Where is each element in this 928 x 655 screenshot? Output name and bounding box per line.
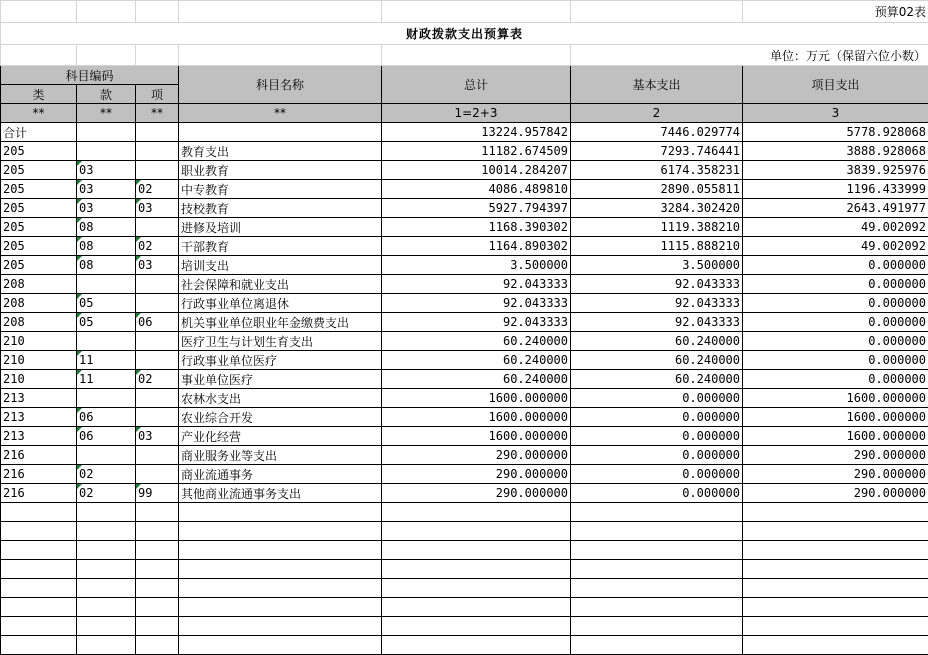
basic-cell[interactable]: 60.240000 xyxy=(571,370,743,389)
empty-cell[interactable] xyxy=(179,541,382,560)
empty-cell[interactable] xyxy=(136,579,179,598)
empty-cell[interactable] xyxy=(743,636,928,655)
total-cell[interactable]: 4086.489810 xyxy=(382,180,571,199)
total-cell[interactable]: 290.000000 xyxy=(382,484,571,503)
code-xiang-cell[interactable] xyxy=(136,446,179,465)
subject-name-cell[interactable] xyxy=(179,123,382,142)
empty-cell[interactable] xyxy=(571,636,743,655)
col2-cell[interactable]: 2 xyxy=(571,104,743,123)
header-row-1 xyxy=(1,66,928,85)
code-xiang-cell[interactable] xyxy=(136,218,179,237)
code-kuan-cell[interactable] xyxy=(77,142,136,161)
subject-name-cell[interactable]: 机关事业单位职业年金缴费支出 xyxy=(179,313,382,332)
total-cell[interactable]: 60.240000 xyxy=(382,370,571,389)
subject-name-cell[interactable]: 产业化经营 xyxy=(179,427,382,446)
table-row xyxy=(1,237,928,256)
empty-cell[interactable] xyxy=(136,636,179,655)
empty-cell[interactable] xyxy=(1,522,77,541)
empty-cell[interactable] xyxy=(382,579,571,598)
code-kuan-cell[interactable]: 02 xyxy=(77,465,136,484)
kuan-header[interactable]: 款 xyxy=(77,85,136,104)
code-lei-cell[interactable]: 210 xyxy=(1,351,77,370)
code-xiang-cell[interactable] xyxy=(136,389,179,408)
subject-name-cell[interactable]: 商业流通事务 xyxy=(179,465,382,484)
table-row xyxy=(1,427,928,446)
basic-cell[interactable]: 2890.055811 xyxy=(571,180,743,199)
project-cell[interactable]: 3888.928068 xyxy=(743,142,928,161)
code-kuan-cell[interactable]: 11 xyxy=(77,351,136,370)
code-xiang-cell[interactable] xyxy=(136,351,179,370)
header-row-3 xyxy=(1,104,928,123)
subject-name-cell[interactable]: 商业服务业等支出 xyxy=(179,446,382,465)
total-cell[interactable]: 1600.000000 xyxy=(382,408,571,427)
code-lei-cell[interactable]: 205 xyxy=(1,218,77,237)
code-kuan-cell[interactable] xyxy=(77,123,136,142)
code-xiang-cell[interactable]: 02 xyxy=(136,180,179,199)
total-cell[interactable]: 92.043333 xyxy=(382,275,571,294)
code-xiang-cell[interactable] xyxy=(136,408,179,427)
project-cell[interactable]: 0.000000 xyxy=(743,332,928,351)
basic-cell[interactable]: 3.500000 xyxy=(571,256,743,275)
code-xiang-cell[interactable]: 02 xyxy=(136,237,179,256)
empty-cell[interactable] xyxy=(571,541,743,560)
empty-cell[interactable] xyxy=(77,636,136,655)
basic-cell[interactable]: 3284.302420 xyxy=(571,199,743,218)
subject-name-cell[interactable]: 行政事业单位医疗 xyxy=(179,351,382,370)
subject-name-cell[interactable]: 进修及培训 xyxy=(179,218,382,237)
empty-cell[interactable] xyxy=(743,541,928,560)
basic-cell[interactable]: 0.000000 xyxy=(571,427,743,446)
basic-cell[interactable]: 1119.388210 xyxy=(571,218,743,237)
code-lei-cell[interactable]: 208 xyxy=(1,313,77,332)
code-lei-cell[interactable]: 205 xyxy=(1,161,77,180)
basic-header[interactable]: 基本支出 xyxy=(571,66,743,104)
empty-row xyxy=(1,560,928,579)
empty-cell[interactable] xyxy=(1,598,77,617)
project-header[interactable]: 项目支出 xyxy=(743,66,928,104)
project-cell[interactable]: 0.000000 xyxy=(743,275,928,294)
empty-cell[interactable] xyxy=(571,560,743,579)
code-lei-cell[interactable]: 210 xyxy=(1,332,77,351)
empty-cell[interactable] xyxy=(571,579,743,598)
code-kuan-cell[interactable] xyxy=(77,275,136,294)
empty-cell[interactable] xyxy=(1,541,77,560)
empty-cell[interactable] xyxy=(77,617,136,636)
code-lei-cell[interactable]: 205 xyxy=(1,199,77,218)
total-header[interactable]: 总计 xyxy=(382,66,571,104)
empty-row xyxy=(1,617,928,636)
code-lei-cell[interactable]: 205 xyxy=(1,237,77,256)
table-row xyxy=(1,313,928,332)
empty-row xyxy=(1,598,928,617)
title-row xyxy=(1,23,928,45)
empty-cell[interactable] xyxy=(382,636,571,655)
empty-cell[interactable] xyxy=(1,636,77,655)
project-cell[interactable]: 0.000000 xyxy=(743,370,928,389)
code-xiang-cell[interactable]: 02 xyxy=(136,370,179,389)
subject-name-cell[interactable]: 事业单位医疗 xyxy=(179,370,382,389)
total-cell[interactable]: 92.043333 xyxy=(382,294,571,313)
empty-cell[interactable] xyxy=(77,560,136,579)
unit-row xyxy=(1,45,928,66)
table-row xyxy=(1,370,928,389)
empty-cell[interactable] xyxy=(382,598,571,617)
empty-cell[interactable] xyxy=(179,560,382,579)
table-row xyxy=(1,408,928,427)
table-row xyxy=(1,332,928,351)
total-cell[interactable]: 290.000000 xyxy=(382,465,571,484)
code-kuan-cell[interactable] xyxy=(77,332,136,351)
code-group-header[interactable]: 科目编码 xyxy=(1,66,179,85)
project-cell[interactable]: 49.002092 xyxy=(743,218,928,237)
code-lei-cell[interactable]: 合计 xyxy=(1,123,77,142)
empty-cell[interactable] xyxy=(136,598,179,617)
total-cell[interactable]: 11182.674509 xyxy=(382,142,571,161)
empty-cell[interactable] xyxy=(743,503,928,522)
table-row xyxy=(1,180,928,199)
project-cell[interactable]: 0.000000 xyxy=(743,256,928,275)
basic-cell[interactable]: 92.043333 xyxy=(571,294,743,313)
code-kuan-cell[interactable]: 06 xyxy=(77,427,136,446)
empty-cell[interactable] xyxy=(382,617,571,636)
code-lei-cell[interactable]: 213 xyxy=(1,408,77,427)
project-cell[interactable]: 1600.000000 xyxy=(743,427,928,446)
total-cell[interactable]: 290.000000 xyxy=(382,446,571,465)
code-kuan-cell[interactable]: 08 xyxy=(77,237,136,256)
empty-row xyxy=(1,522,928,541)
empty-cell[interactable] xyxy=(179,598,382,617)
code-xiang-cell[interactable]: 06 xyxy=(136,313,179,332)
subject-name-cell[interactable]: 农林水支出 xyxy=(179,389,382,408)
empty-cell[interactable] xyxy=(743,617,928,636)
code-kuan-cell[interactable]: 05 xyxy=(77,294,136,313)
table-row xyxy=(1,123,928,142)
subject-name-cell[interactable]: 医疗卫生与计划生育支出 xyxy=(179,332,382,351)
code-kuan-cell[interactable]: 03 xyxy=(77,180,136,199)
subject-name-cell[interactable]: 技校教育 xyxy=(179,199,382,218)
empty-cell[interactable] xyxy=(179,636,382,655)
table-row xyxy=(1,351,928,370)
table-row xyxy=(1,256,928,275)
empty-cell[interactable] xyxy=(179,579,382,598)
empty-cell[interactable] xyxy=(743,522,928,541)
table-row xyxy=(1,142,928,161)
code-lei-cell[interactable]: 213 xyxy=(1,389,77,408)
sheet-tag[interactable]: 预算02表 xyxy=(743,1,928,23)
empty-cell[interactable] xyxy=(77,522,136,541)
code-lei-cell[interactable]: 216 xyxy=(1,465,77,484)
code-kuan-cell[interactable]: 06 xyxy=(77,408,136,427)
total-cell[interactable]: 1600.000000 xyxy=(382,427,571,446)
code-kuan-cell[interactable]: 03 xyxy=(77,161,136,180)
xiang-header[interactable]: 项 xyxy=(136,85,179,104)
basic-cell[interactable]: 92.043333 xyxy=(571,313,743,332)
lei-header[interactable]: 类 xyxy=(1,85,77,104)
basic-cell[interactable]: 0.000000 xyxy=(571,484,743,503)
subject-name-cell[interactable]: 干部教育 xyxy=(179,237,382,256)
code-lei-cell[interactable]: 208 xyxy=(1,294,77,313)
basic-cell[interactable]: 0.000000 xyxy=(571,465,743,484)
table-row xyxy=(1,199,928,218)
total-cell[interactable]: 1164.890302 xyxy=(382,237,571,256)
empty-cell[interactable] xyxy=(77,503,136,522)
empty-cell[interactable] xyxy=(571,503,743,522)
empty-row xyxy=(1,579,928,598)
basic-cell[interactable]: 60.240000 xyxy=(571,351,743,370)
empty-cell[interactable] xyxy=(571,598,743,617)
empty-cell[interactable] xyxy=(382,560,571,579)
subject-name-cell[interactable]: 行政事业单位离退休 xyxy=(179,294,382,313)
basic-cell[interactable]: 1115.888210 xyxy=(571,237,743,256)
basic-cell[interactable]: 0.000000 xyxy=(571,389,743,408)
basic-cell[interactable]: 60.240000 xyxy=(571,332,743,351)
empty-cell[interactable] xyxy=(136,522,179,541)
code-xiang-cell[interactable] xyxy=(136,465,179,484)
project-cell[interactable]: 290.000000 xyxy=(743,465,928,484)
tag-row xyxy=(1,1,928,23)
total-cell[interactable]: 92.043333 xyxy=(382,313,571,332)
code-kuan-cell[interactable] xyxy=(77,446,136,465)
empty-cell[interactable] xyxy=(179,503,382,522)
xiang-stars[interactable]: ** xyxy=(136,104,179,123)
name-header[interactable]: 科目名称 xyxy=(179,66,382,104)
subject-name-cell[interactable]: 社会保障和就业支出 xyxy=(179,275,382,294)
total-cell[interactable]: 3.500000 xyxy=(382,256,571,275)
empty-cell[interactable] xyxy=(77,541,136,560)
code-xiang-cell[interactable] xyxy=(136,123,179,142)
project-cell[interactable]: 0.000000 xyxy=(743,294,928,313)
table-row xyxy=(1,294,928,313)
project-cell[interactable]: 0.000000 xyxy=(743,351,928,370)
table-row xyxy=(1,446,928,465)
empty-row xyxy=(1,541,928,560)
basic-cell[interactable]: 6174.358231 xyxy=(571,161,743,180)
subject-name-cell[interactable]: 农业综合开发 xyxy=(179,408,382,427)
kuan-stars[interactable]: ** xyxy=(77,104,136,123)
empty-cell[interactable] xyxy=(743,579,928,598)
code-xiang-cell[interactable] xyxy=(136,142,179,161)
code-kuan-cell[interactable]: 03 xyxy=(77,199,136,218)
table-row xyxy=(1,161,928,180)
project-cell[interactable]: 49.002092 xyxy=(743,237,928,256)
sheet-title[interactable]: 财政拨款支出预算表 xyxy=(1,23,928,45)
project-cell[interactable]: 1600.000000 xyxy=(743,408,928,427)
code-kuan-cell[interactable] xyxy=(77,389,136,408)
empty-cell[interactable] xyxy=(136,617,179,636)
total-cell[interactable]: 60.240000 xyxy=(382,351,571,370)
empty-cell[interactable] xyxy=(743,598,928,617)
total-cell[interactable]: 1600.000000 xyxy=(382,389,571,408)
project-cell[interactable]: 3839.925976 xyxy=(743,161,928,180)
code-xiang-cell[interactable]: 03 xyxy=(136,199,179,218)
project-cell[interactable]: 1600.000000 xyxy=(743,389,928,408)
project-cell[interactable]: 290.000000 xyxy=(743,484,928,503)
project-cell[interactable]: 5778.928068 xyxy=(743,123,928,142)
basic-cell[interactable]: 7446.029774 xyxy=(571,123,743,142)
code-xiang-cell[interactable] xyxy=(136,275,179,294)
empty-cell[interactable] xyxy=(179,522,382,541)
code-lei-cell[interactable]: 208 xyxy=(1,275,77,294)
table-row xyxy=(1,218,928,237)
empty-cell[interactable] xyxy=(382,541,571,560)
code-xiang-cell[interactable]: 03 xyxy=(136,256,179,275)
basic-cell[interactable]: 0.000000 xyxy=(571,408,743,427)
code-lei-cell[interactable]: 210 xyxy=(1,370,77,389)
empty-row xyxy=(1,636,928,655)
empty-cell[interactable] xyxy=(136,503,179,522)
total-cell[interactable]: 60.240000 xyxy=(382,332,571,351)
project-cell[interactable]: 1196.433999 xyxy=(743,180,928,199)
table-row xyxy=(1,389,928,408)
code-xiang-cell[interactable]: 99 xyxy=(136,484,179,503)
subject-name-cell[interactable]: 教育支出 xyxy=(179,142,382,161)
empty-cell[interactable] xyxy=(571,522,743,541)
empty-cell[interactable] xyxy=(136,560,179,579)
project-cell[interactable]: 0.000000 xyxy=(743,313,928,332)
code-xiang-cell[interactable] xyxy=(136,332,179,351)
code-lei-cell[interactable]: 213 xyxy=(1,427,77,446)
empty-cell[interactable] xyxy=(179,617,382,636)
table-row xyxy=(1,275,928,294)
subject-name-cell[interactable]: 其他商业流通事务支出 xyxy=(179,484,382,503)
basic-cell[interactable]: 92.043333 xyxy=(571,275,743,294)
code-lei-cell[interactable]: 216 xyxy=(1,446,77,465)
basic-cell[interactable]: 0.000000 xyxy=(571,446,743,465)
empty-cell[interactable] xyxy=(1,617,77,636)
code-kuan-cell[interactable]: 08 xyxy=(77,256,136,275)
total-cell[interactable]: 13224.957842 xyxy=(382,123,571,142)
col3-cell[interactable]: 3 xyxy=(743,104,928,123)
subject-name-cell[interactable]: 中专教育 xyxy=(179,180,382,199)
total-cell[interactable]: 5927.794397 xyxy=(382,199,571,218)
lei-stars[interactable]: ** xyxy=(1,104,77,123)
total-cell[interactable]: 1168.390302 xyxy=(382,218,571,237)
empty-cell[interactable] xyxy=(382,522,571,541)
empty-cell[interactable] xyxy=(77,579,136,598)
empty-cell[interactable] xyxy=(1,503,77,522)
code-lei-cell[interactable]: 216 xyxy=(1,484,77,503)
empty-cell[interactable] xyxy=(1,560,77,579)
code-lei-cell[interactable]: 205 xyxy=(1,180,77,199)
code-kuan-cell[interactable]: 02 xyxy=(77,484,136,503)
code-lei-cell[interactable]: 205 xyxy=(1,256,77,275)
code-xiang-cell[interactable]: 03 xyxy=(136,427,179,446)
empty-cell[interactable] xyxy=(136,541,179,560)
code-lei-cell[interactable]: 205 xyxy=(1,142,77,161)
name-stars[interactable]: ** xyxy=(179,104,382,123)
formula-cell[interactable]: 1=2+3 xyxy=(382,104,571,123)
code-xiang-cell[interactable] xyxy=(136,161,179,180)
empty-cell[interactable] xyxy=(743,560,928,579)
unit-label[interactable]: 单位：万元（保留六位小数） xyxy=(571,45,928,66)
code-kuan-cell[interactable]: 05 xyxy=(77,313,136,332)
total-cell[interactable]: 10014.284207 xyxy=(382,161,571,180)
project-cell[interactable]: 2643.491977 xyxy=(743,199,928,218)
table-row xyxy=(1,465,928,484)
code-kuan-cell[interactable]: 08 xyxy=(77,218,136,237)
project-cell[interactable]: 290.000000 xyxy=(743,446,928,465)
code-xiang-cell[interactable] xyxy=(136,294,179,313)
table-row xyxy=(1,484,928,503)
empty-cell[interactable] xyxy=(571,617,743,636)
code-kuan-cell[interactable]: 11 xyxy=(77,370,136,389)
subject-name-cell[interactable]: 培训支出 xyxy=(179,256,382,275)
empty-cell[interactable] xyxy=(382,503,571,522)
empty-cell[interactable] xyxy=(77,598,136,617)
subject-name-cell[interactable]: 职业教育 xyxy=(179,161,382,180)
empty-row xyxy=(1,503,928,522)
empty-cell[interactable] xyxy=(1,579,77,598)
basic-cell[interactable]: 7293.746441 xyxy=(571,142,743,161)
